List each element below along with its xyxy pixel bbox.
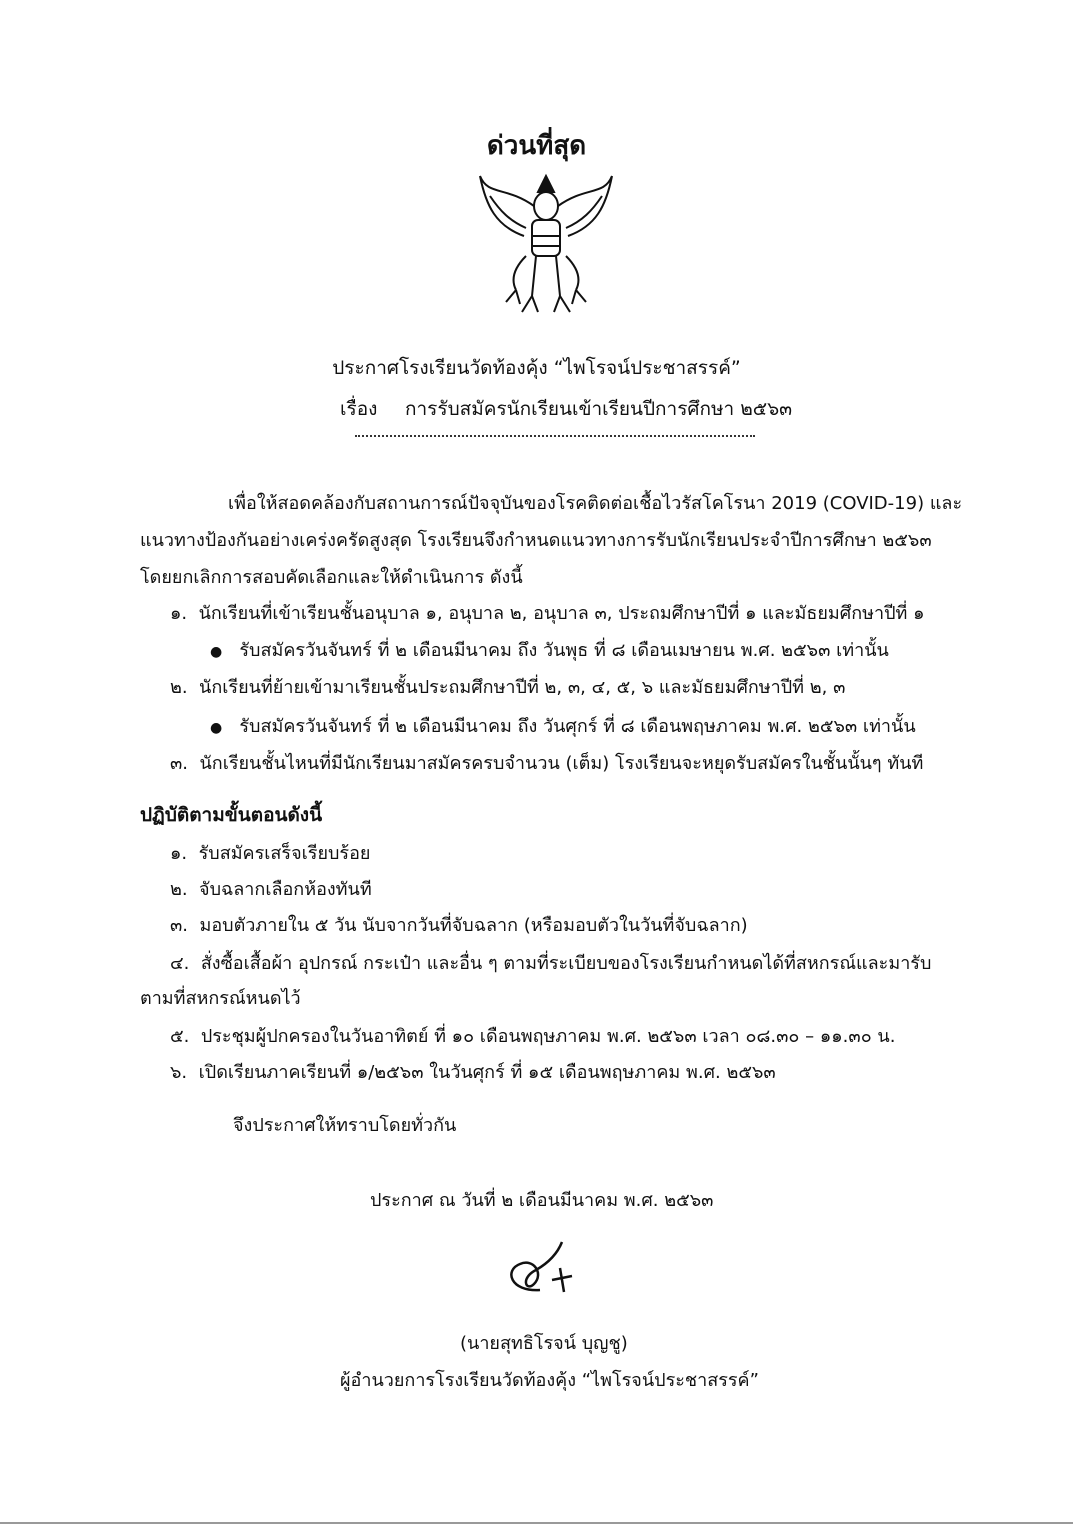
subject-text: การรับสมัครนักเรียนเข้าเรียนปีการศึกษา ๒๕๖๓ [405,398,793,420]
admission-subitem-1 [210,635,889,664]
step-number: ๖. [170,1062,188,1083]
step-text: เปิดเรียนภาคเรียนที่ ๑/๒๕๖๓ ในวันศุกร์ ที่ ๑๕ เดือนพฤษภาคม พ.ศ. ๒๕๖๓ [198,1062,776,1083]
step-text: สั่งซื้อเสื้อผ้า อุปกรณ์ กระเป๋า และอื่น ๆ ตามที่ระเบียบของโรงเรียนกำหนดได้ที่สหกรณ์และมารับ [200,953,932,974]
procedure-step-4-continued [140,983,301,1012]
item-text: รับสมัครวันจันทร์ ที่ ๒ เดือนมีนาคม ถึง วันศุกร์ ที่ ๘ เดือนพฤษภาคม พ.ศ. ๒๕๖๓ เท่านั้น [239,716,916,737]
step-number: ๑. [170,843,188,864]
signatory-name: (นายสุทธิโรจน์ บุญชู) [460,1333,628,1354]
procedure-step-5 [170,1021,895,1050]
subject-label: เรื่อง [340,398,378,420]
signature-icon [500,1240,580,1300]
step-text: ประชุมผู้ปกครองในวันอาทิตย์ ที่ ๑๐ เดือนพฤษภาคม พ.ศ. ๒๕๖๓ เวลา ๐๘.๓๐ – ๑๑.๓๐ น. [200,1026,896,1047]
intro-line-3: โดยยกเลิกการสอบคัดเลือกและให้ดำเนินการ ดังนี้ [140,567,523,588]
admission-item-2 [170,672,845,701]
announcement-title: ประกาศโรงเรียนวัดท้องคุ้ง “ไพโรจน์ประชาสรรค์” [332,357,741,379]
bullet-icon: ● [210,644,223,660]
step-number: ๕. [170,1026,190,1047]
step-number: ๒. [170,879,188,900]
item-number: ๒. [170,677,188,698]
procedure-step-1 [170,838,370,867]
signatory-position: ผู้อำนวยการโรงเรียนวัดท้องคุ้ง “ไพโรจน์ประชาสรรค์” [340,1370,759,1391]
item-number: ๑. [170,603,188,624]
procedure-step-6 [170,1057,776,1086]
step-number: ๓. [170,915,189,936]
intro-line-2: แนวทางป้องกันอย่างเคร่งครัดสูงสุด โรงเรียนจึงกำหนดแนวทางการรับนักเรียนประจำปีการศึกษา ๒๕๖๓ [140,530,932,551]
item-text: นักเรียนชั้นไหนที่มีนักเรียนมาสมัครครบจำนวน (เต็ม) โรงเรียนจะหยุดรับสมัครในชั้นนั้นๆ ทันที [199,753,924,774]
item-text: นักเรียนที่เข้าเรียนชั้นอนุบาล ๑, อนุบาล ๒, อนุบาล ๓, ประถมศึกษาปีที่ ๑ และมัธยมศึกษาปีที่ ๑ [198,603,925,624]
urgency-label: ด่วนที่สุด [486,131,587,161]
item-text: นักเรียนที่ย้ายเข้ามาเรียนชั้นประถมศึกษาปีที่ ๒, ๓, ๔, ๕, ๖ และมัธยมศึกษาปีที่ ๒, ๓ [199,677,846,698]
procedure-step-4 [170,948,931,977]
admission-item-1 [170,598,925,627]
garuda-emblem-icon [476,166,616,316]
step-text: จับฉลากเลือกห้องทันที [199,879,372,900]
procedure-step-2 [170,874,372,903]
item-number: ๓. [170,753,189,774]
step-text: รับสมัครเสร็จเรียบร้อย [198,843,371,864]
announcement-date: ประกาศ ณ วันที่ ๒ เดือนมีนาคม พ.ศ. ๒๕๖๓ [370,1190,714,1211]
step-text: มอบตัวภายใน ๕ วัน นับจากวันที่จับฉลาก (หรือมอบตัวในวันที่จับฉลาก) [199,915,748,936]
admission-subitem-2 [210,711,916,740]
closing-statement: จึงประกาศให้ทราบโดยทั่วกัน [233,1115,457,1136]
step-text: ตามที่สหกรณ์หนดไว้ [140,988,301,1009]
bullet-icon: ● [210,720,223,736]
procedure-heading: ปฏิบัติตามขั้นตอนดังนี้ [140,804,323,826]
page-edge-line [0,1522,1073,1524]
admission-item-3 [170,748,923,777]
intro-line-1: เพื่อให้สอดคล้องกับสถานการณ์ปัจจุบันของโรคติดต่อเชื้อไวรัสโคโรนา 2019 (COVID-19) และ [228,493,963,514]
procedure-step-3 [170,910,748,939]
dotted-divider [355,425,755,437]
step-number: ๔. [170,953,190,974]
item-text: รับสมัครวันจันทร์ ที่ ๒ เดือนมีนาคม ถึง วันพุธ ที่ ๘ เดือนเมษายน พ.ศ. ๒๕๖๓ เท่านั้น [239,640,889,661]
